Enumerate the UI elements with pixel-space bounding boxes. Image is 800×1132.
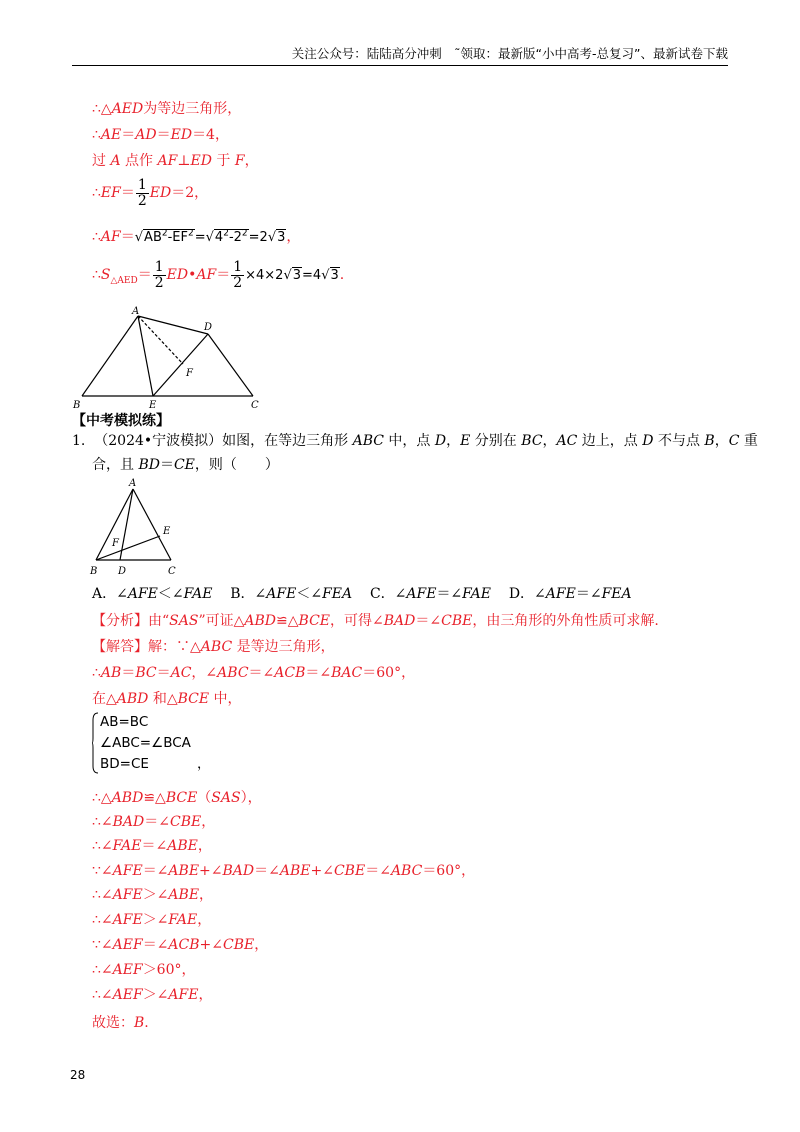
question-1-line-2: 合，且 BD＝CE，则（ ）	[92, 457, 279, 473]
step-8: ∴∠AFE＞∠FAE，	[92, 912, 212, 928]
fig2-line-ab	[96, 489, 133, 560]
fig1-line-dc	[208, 334, 253, 396]
option-b[interactable]: B．∠AFE＜∠FEA	[230, 586, 353, 602]
solution-line-5: $\therefore AF=√AB^2-EF^2=√4^2-2^2=2√3$，	[92, 228, 301, 245]
solution-line-1: ∴△AED为等边三角形，	[92, 101, 242, 117]
fig1-label-d: D	[204, 322, 213, 333]
system-comma: ，	[196, 756, 211, 772]
fig1-line-ed	[153, 334, 208, 396]
solution-line-3: 过 A 点作 AF⊥ED 于 F，	[92, 153, 259, 169]
fraction-half: $\frac{1}{2}$	[137, 177, 147, 209]
sqrt-expression-1: $√AB^2-EF^2=√4^2-2^2=2√3$	[134, 228, 286, 245]
step-3: ∴△ABD≌△BCE（SAS），	[92, 790, 262, 806]
brace-icon	[92, 712, 98, 774]
step-11: ∴∠AEF＞∠AFE，	[92, 987, 213, 1003]
system-row-2: ∠ABC=∠BCA	[100, 735, 191, 751]
fig1-line-ad	[138, 316, 208, 334]
analysis-line: 【分析】由“SAS”可证△ABD≌△BCE，可得∠BAD＝∠CBE，由三角形的外角性质可求解.	[92, 613, 659, 629]
system-row-3: BD=CE	[100, 756, 149, 772]
fig1-label-c: C	[251, 400, 259, 411]
sqrt-expression-2: ×4×2√3=4√3	[245, 268, 339, 284]
fig2-label-b: B	[90, 566, 98, 577]
fig2-line-be	[96, 536, 160, 560]
geometry-figure-1	[70, 304, 270, 414]
step-1: ∴AB＝BC＝AC，∠ABC＝∠ACB＝∠BAC＝60°，	[92, 665, 416, 681]
fig1-label-f: F	[186, 368, 193, 379]
solution-line-4: ∴EF＝ $\frac{1}{2}$ ED＝2，	[92, 177, 209, 209]
fig1-label-e: E	[149, 400, 157, 411]
fig2-line-ac	[133, 489, 171, 560]
section-title: 【中考模拟练】	[72, 413, 170, 429]
step-10: ∴∠AEF＞60°，	[92, 962, 196, 978]
option-c[interactable]: C．∠AFE＝∠FAE	[369, 586, 491, 602]
question-1-line-1: 1. （2024•宁波模拟）如图，在等边三角形 ABC 中，点 D，E 分别在 BC，AC 边上，点 D 不与点 B，C 重	[72, 433, 758, 449]
fraction-half-2: $\frac{1}{2}$	[154, 259, 164, 291]
page-number: 28	[70, 1068, 86, 1082]
system-row-1: AB=BC	[100, 714, 149, 730]
geometry-figure-2	[86, 476, 196, 578]
fig2-label-e: E	[163, 526, 171, 537]
answer-line: 【解答】解：∵△ABC 是等边三角形，	[92, 639, 335, 655]
fig2-line-ad	[120, 489, 133, 560]
step-12: 故选：B.	[92, 1015, 149, 1031]
step-4: ∴∠BAD＝∠CBE，	[92, 814, 216, 830]
fig2-label-d: D	[118, 566, 127, 577]
step-6: ∵∠AFE＝∠ABE+∠BAD＝∠ABE+∠CBE＝∠ABC＝60°，	[92, 863, 476, 879]
step-9: ∵∠AEF＝∠ACB+∠CBE，	[92, 937, 269, 953]
fraction-half-3: $\frac{1}{2}$	[233, 259, 243, 291]
solution-line-6: $\therefore S_{\triangle AED}=$ $\frac{1}{2}$ ED•AF＝ $\frac{1}{2}$ ×4×2√3=4√3.	[92, 259, 345, 291]
fig2-label-a: A	[129, 478, 137, 489]
answer-options	[92, 583, 632, 603]
step-5: ∴∠FAE＝∠ABE，	[92, 838, 212, 854]
equation-system	[92, 712, 210, 775]
option-a[interactable]: A．∠AFE＜∠FAE	[92, 586, 213, 602]
fig1-line-af	[138, 316, 183, 364]
step-7: ∴∠AFE＞∠ABE，	[92, 887, 214, 903]
fig1-label-a: A	[132, 306, 140, 317]
fig1-label-b: B	[73, 400, 81, 411]
fig2-label-c: C	[168, 566, 176, 577]
fig1-line-ae	[138, 316, 153, 396]
fig2-label-f: F	[112, 538, 119, 549]
solution-line-2: ∴AE＝AD＝ED＝4，	[92, 127, 229, 143]
step-2: 在△ABD 和△BCE 中，	[92, 691, 242, 707]
option-d[interactable]: D．∠AFE＝∠FEA	[508, 586, 632, 602]
fig1-line-ab	[82, 316, 138, 396]
page-header: 关注公众号：陆陆高分冲刺 ˜领取：最新版“小中高考-总复习”、最新试卷下载	[72, 44, 728, 66]
